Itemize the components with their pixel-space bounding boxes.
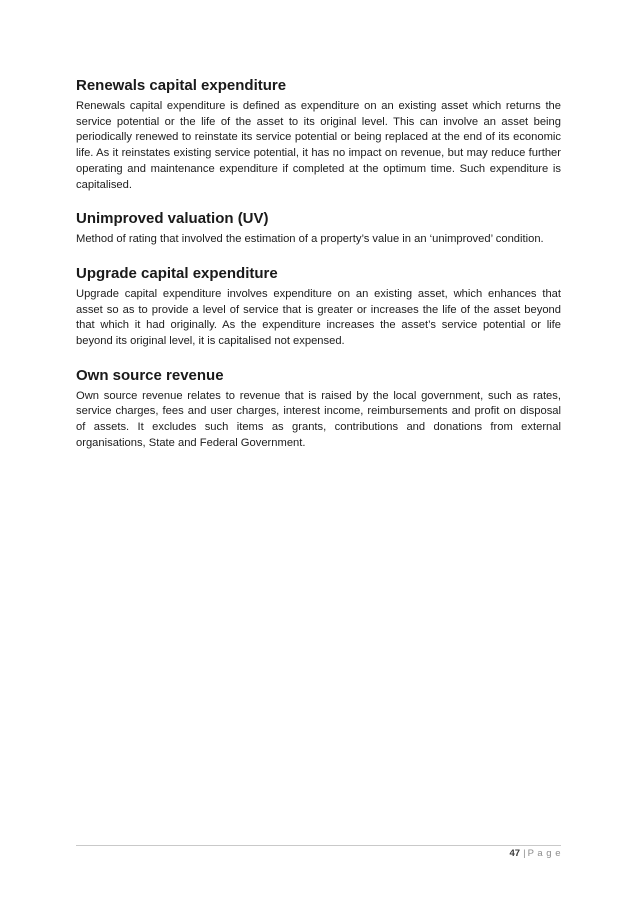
- section-body: Upgrade capital expenditure involves expenditure on an existing asset, which enhances that asset so as to provide a level of service that is greater or increases the life of the asset beyond that which it had originally. As the expenditure increases the asset’s service potential or life beyond its original level, it is capitalised not expensed.: [76, 287, 561, 348]
- footer-separator: |: [523, 848, 526, 859]
- glossary-section-renewals: [76, 77, 561, 193]
- page-label: P a g e: [527, 848, 561, 859]
- section-body: Own source revenue relates to revenue that is raised by the local government, such as rates, service charges, fees and user charges, interest income, reimbursements and profit on disposal of assets. It excludes such items as grants, contributions and donations from external organisations, State and Federal Government.: [76, 389, 561, 449]
- glossary-section-own-source-revenue: [76, 367, 561, 452]
- section-body: Method of rating that involved the estimation of a property’s value in an ‘unimproved’ condition.: [76, 233, 544, 246]
- footer-divider: [76, 845, 561, 846]
- glossary-section-upgrade: [76, 265, 561, 350]
- section-heading: Renewals capital expenditure: [76, 77, 287, 94]
- section-body: Renewals capital expenditure is defined as expenditure on an existing asset which returns the service potential or the life of the asset to its original level. This can involve an asset being periodically renewed to reinstate its service potential or being replaced at the end of its economic life. As it reinstates existing service potential, it has no impact on revenue, but may reduce further operating and maintenance expenditure if completed at the optimum time. Such expenditure is capitalised.: [76, 100, 561, 191]
- glossary-section-unimproved-valuation: [76, 210, 561, 248]
- page-number: 47: [509, 848, 521, 859]
- section-heading: Upgrade capital expenditure: [76, 264, 278, 282]
- section-heading: Unimproved valuation (UV): [76, 210, 269, 228]
- document-content: [76, 77, 561, 452]
- page-footer: [510, 848, 561, 860]
- section-heading: Own source revenue: [76, 366, 224, 384]
